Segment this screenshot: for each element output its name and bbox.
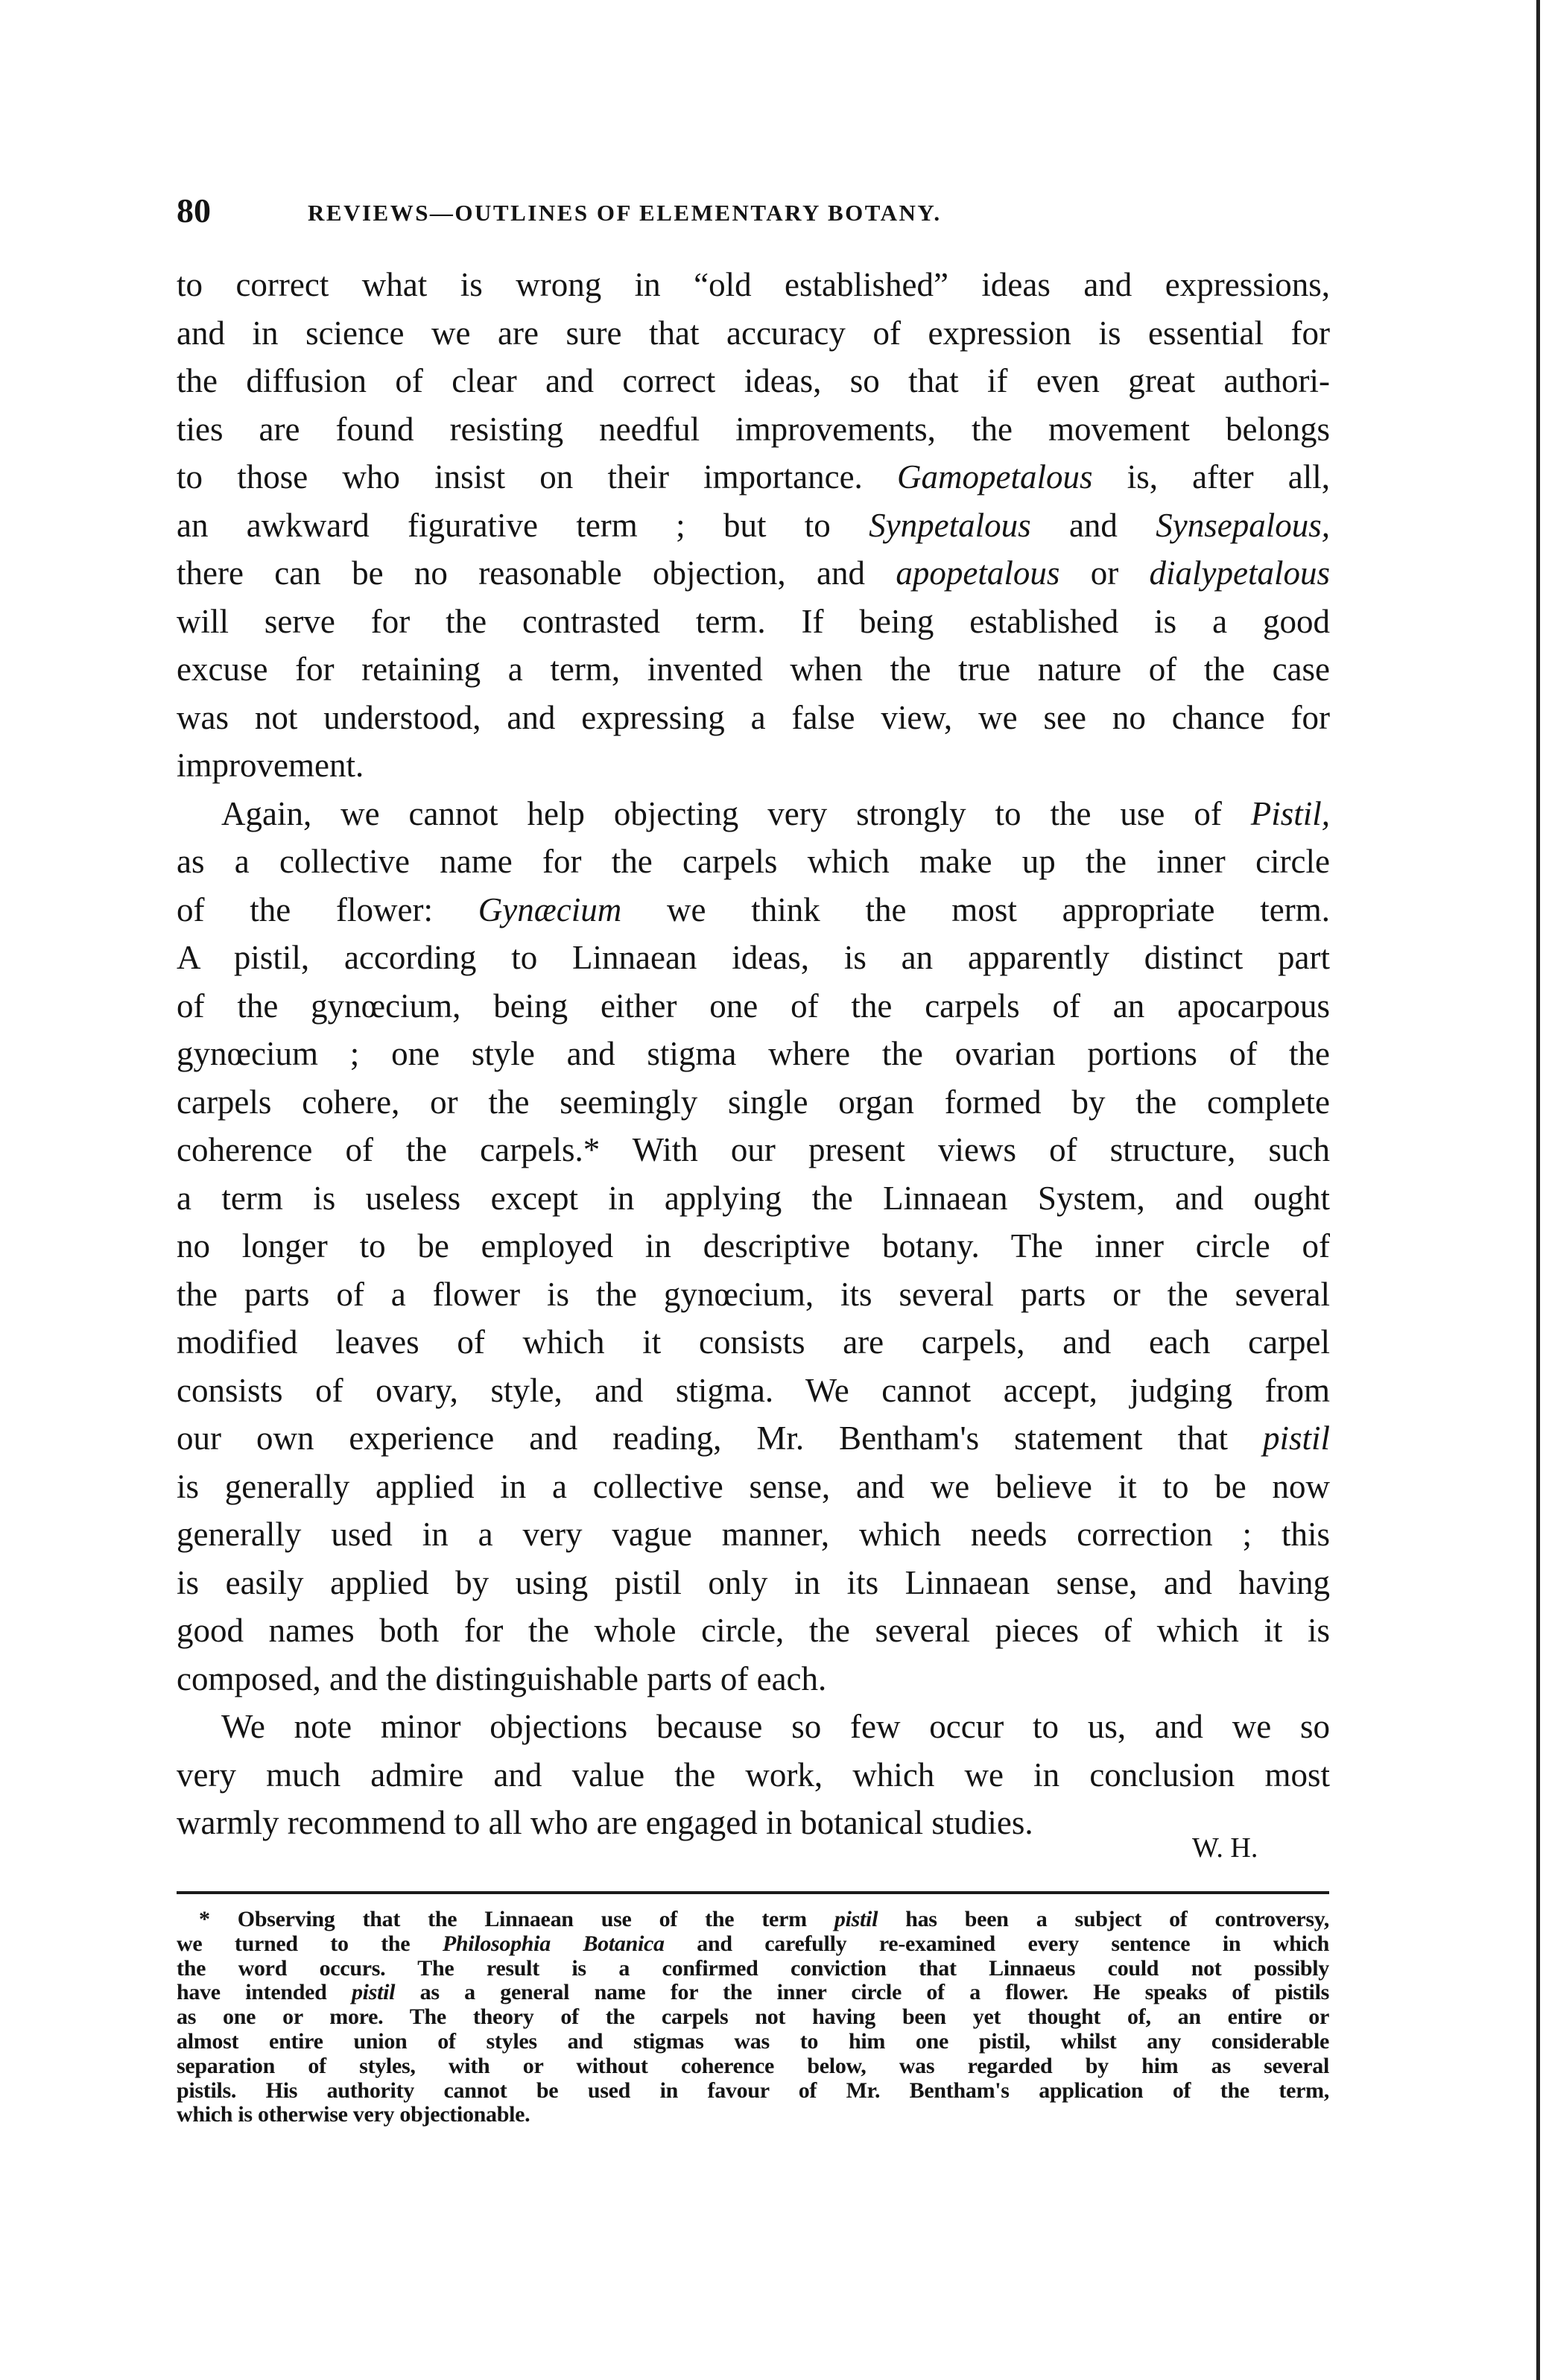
text-line [177, 2103, 1329, 2127]
text-run: almost entire union of styles and stigmas was to him one pistil, whilst any considerable [177, 2028, 1329, 2054]
text-run: as one or more. The theory of the carpels not having been yet thought of, an entire or [177, 2004, 1329, 2030]
text-run: generally used in a very vague manner, which needs correction ; this [177, 1516, 1330, 1553]
text-run: warmly recommend to all who are engaged in botanical studies. [177, 1804, 1033, 1841]
text-run: modified leaves of which it consists are carpels, and each carpel [177, 1323, 1330, 1361]
text-run: * Observing that the Linnaean use of the term [199, 1907, 834, 1931]
text-run: carpels cohere, or the seemingly single organ formed by the complete [177, 1083, 1330, 1121]
text-line [177, 1932, 1329, 1957]
text-line [177, 645, 1330, 694]
text-run: pistils. His authority cannot be used in favour of Mr. Bentham's application of the term, [177, 2077, 1329, 2103]
text-run: is generally applied in a collective sense, and we believe it to be now [177, 1467, 1330, 1505]
italic-term: pistil [351, 1980, 396, 2005]
italic-term: Gamopetalous [897, 458, 1093, 496]
text-line [177, 357, 1330, 405]
text-run: consists of ovary, style, and stigma. We cannot accept, judging from [177, 1371, 1330, 1409]
text-line [177, 1799, 1330, 1847]
text-line [177, 1174, 1330, 1223]
text-run: separation of styles, with or without coherence below, was regarded by him as several [177, 2053, 1329, 2078]
paragraph [177, 261, 1330, 790]
text-run: A pistil, according to Linnaean ideas, is an apparently distinct part [177, 939, 1330, 976]
text-line [177, 2030, 1329, 2054]
text-run: of the gynœcium, being either one of the carpels of an apocarpous [177, 987, 1330, 1025]
body-text [177, 261, 1330, 1847]
text-line [177, 1655, 1330, 1703]
paragraph [177, 1703, 1330, 1847]
text-line [177, 1414, 1330, 1463]
italic-term: pistil [1262, 1420, 1330, 1457]
footnote [177, 1908, 1329, 2127]
text-run: is easily applied by using pistil only in its Linnaean sense, and having [177, 1563, 1330, 1601]
text-run: which is otherwise very objectionable. [177, 2102, 530, 2127]
text-line [177, 1981, 1329, 2005]
text-line [177, 1367, 1330, 1415]
text-line [177, 309, 1330, 358]
text-run: an awkward figurative term ; but to [177, 506, 869, 544]
running-title: REVIEWS—OUTLINES OF ELEMENTARY BOTANY. [308, 200, 942, 226]
text-run: to those who insist on their importance. [177, 458, 897, 496]
text-run: gynœcium ; one style and stigma where the ovarian portions of the [177, 1035, 1330, 1072]
text-line [177, 694, 1330, 742]
text-run: the parts of a flower is the gynœcium, its several parts or the several [177, 1275, 1330, 1313]
text-line [177, 1751, 1330, 1800]
text-run: we turned to the [177, 1931, 443, 1956]
text-line [177, 2005, 1329, 2030]
text-run: the word occurs. The result is a confirmed conviction that Linnaeus could not possibly [177, 1955, 1329, 1981]
italic-term: Gynæcium [478, 890, 622, 928]
text-line [177, 549, 1330, 598]
paragraph [177, 790, 1330, 1703]
text-run: a term is useless except in applying the Linnaean System, and ought [177, 1179, 1330, 1217]
text-line [177, 1463, 1330, 1511]
text-run: ties are found resisting needful improvements, the movement belongs [177, 410, 1330, 448]
text-line [177, 1126, 1330, 1174]
text-run: is, after all, [1092, 458, 1330, 496]
text-run: have intended [177, 1980, 352, 2005]
text-line [177, 598, 1330, 646]
text-run: and carefully re-examined every sentence in which [664, 1931, 1329, 1956]
text-run: was not understood, and expressing a false view, we see no chance for [177, 698, 1330, 736]
text-run: to correct what is wrong in “old established” ideas and expressions, [177, 266, 1330, 303]
text-run: as a general name for the inner circle of a flower. He speaks of pistils [395, 1980, 1330, 2005]
text-line [177, 934, 1330, 982]
text-line [177, 838, 1330, 886]
text-line [177, 982, 1330, 1031]
italic-term: Philosophia Botanica [442, 1931, 665, 1956]
text-line [177, 1607, 1330, 1655]
text-line [177, 405, 1330, 454]
text-line [177, 2079, 1329, 2104]
text-line [177, 1318, 1330, 1367]
italic-term: Pistil, [1250, 794, 1330, 832]
text-line [177, 1030, 1330, 1078]
text-line [177, 1510, 1330, 1559]
text-run: We note minor objections because so few occur to us, and we so [221, 1708, 1330, 1745]
text-run: there can be no reasonable objection, and [177, 554, 896, 592]
text-run: has been a subject of controversy, [878, 1907, 1329, 1931]
text-run: improvement. [177, 747, 364, 784]
text-run: as a collective name for the carpels which make up the inner circle [177, 843, 1330, 880]
text-line [177, 1270, 1330, 1319]
text-line [177, 1078, 1330, 1127]
page-header [177, 191, 1331, 235]
text-run: good names both for the whole circle, the several pieces of which it is [177, 1612, 1330, 1649]
text-line [177, 886, 1330, 934]
text-run: coherence of the carpels.* With our present views of structure, such [177, 1131, 1330, 1168]
text-run: or [1059, 554, 1150, 592]
italic-term: pistil [834, 1907, 878, 1931]
text-run: and [1030, 506, 1156, 544]
text-line [177, 1222, 1330, 1270]
text-line [177, 501, 1330, 550]
text-run: we think the most appropriate term. [621, 890, 1330, 928]
text-line [177, 453, 1330, 501]
text-line [177, 1908, 1329, 1932]
italic-term: Synpetalous [869, 506, 1031, 544]
text-run: and in science we are sure that accuracy of expression is essential for [177, 314, 1330, 352]
text-run: excuse for retaining a term, invented when the true nature of the case [177, 651, 1330, 688]
italic-term: apopetalous [896, 554, 1060, 592]
text-line [177, 1559, 1330, 1607]
italic-term: dialypetalous [1149, 554, 1330, 592]
footnote-rule [177, 1891, 1329, 1894]
text-run: our own experience and reading, Mr. Bentham's statement that [177, 1420, 1263, 1457]
text-run: very much admire and value the work, which we in conclusion most [177, 1756, 1330, 1794]
text-line [177, 261, 1330, 309]
page-number: 80 [177, 192, 211, 230]
italic-term: Synsepalous, [1156, 506, 1330, 544]
page-edge-rule [1536, 0, 1540, 2380]
signature: W. H. [1192, 1832, 1258, 1864]
text-run: will serve for the contrasted term. If being established is a good [177, 602, 1330, 640]
text-line [177, 1957, 1329, 1981]
text-run: of the flower: [177, 890, 478, 928]
text-line [177, 790, 1330, 838]
text-run: Again, we cannot help objecting very strongly to the use of [221, 794, 1251, 832]
text-run: the diffusion of clear and correct ideas, so that if even great authori- [177, 362, 1330, 399]
text-line [177, 2054, 1329, 2079]
text-run: composed, and the distinguishable parts of each. [177, 1659, 827, 1697]
text-line [177, 741, 1330, 790]
text-line [177, 1703, 1330, 1751]
text-run: no longer to be employed in descriptive botany. The inner circle of [177, 1227, 1330, 1265]
